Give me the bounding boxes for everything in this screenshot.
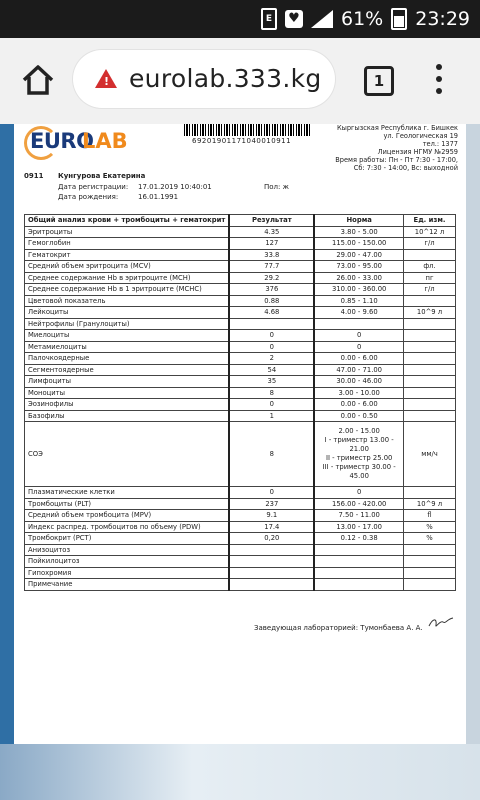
row-result: [229, 567, 314, 579]
row-name: Средний объем тромбоцита (MPV): [25, 510, 230, 522]
table-row: [25, 533, 456, 545]
row-result: 8: [229, 387, 314, 399]
row-unit: [404, 318, 456, 330]
row-name: Сегментоядерные: [25, 364, 230, 376]
row-unit: [404, 387, 456, 399]
row-norm: 47.00 - 71.00: [314, 364, 403, 376]
row-norm: 0: [314, 487, 403, 499]
home-icon[interactable]: [20, 62, 56, 98]
battery-icon: [391, 8, 407, 30]
row-unit: 10^9 л: [404, 307, 456, 319]
clock: 23:29: [415, 8, 470, 30]
row-name: Средний объем эритроцита (MCV): [25, 261, 230, 273]
esr-result: 8: [229, 422, 314, 487]
heart-notification-icon: ♥: [285, 10, 303, 28]
barcode-number: 69201901171040010911: [192, 137, 292, 145]
table-row: [25, 284, 456, 296]
patient-name: Кунгурова Екатерина: [58, 172, 146, 180]
row-name: Базофилы: [25, 410, 230, 422]
row-norm: [314, 556, 403, 568]
row-norm: 73.00 - 95.00: [314, 261, 403, 273]
row-name: Цветовой показатель: [25, 295, 230, 307]
row-unit: [404, 399, 456, 411]
table-header: [25, 215, 456, 227]
row-result: 17.4: [229, 521, 314, 533]
row-unit: [404, 544, 456, 556]
row-name: Моноциты: [25, 387, 230, 399]
sex-label: Пол: ж: [264, 183, 289, 191]
row-unit: [404, 295, 456, 307]
row-norm: [314, 544, 403, 556]
row-unit: [404, 353, 456, 365]
row-name: Примечание: [25, 579, 230, 591]
row-norm: 4.00 - 9.60: [314, 307, 403, 319]
row-norm: 0.00 - 6.00: [314, 353, 403, 365]
background-left-decoration: [0, 124, 14, 800]
row-name: Индекс распред. тромбоцитов по объему (PDW): [25, 521, 230, 533]
row-result: 1: [229, 410, 314, 422]
table-row: [25, 510, 456, 522]
row-norm: [314, 567, 403, 579]
row-norm: 13.00 - 17.00: [314, 521, 403, 533]
header-test: Общий анализ крови + тромбоциты + гематокрит: [25, 215, 230, 227]
row-name: Анизоцитоз: [25, 544, 230, 556]
row-norm: 0.00 - 6.00: [314, 399, 403, 411]
row-result: [229, 556, 314, 568]
esr-norm: 2.00 - 15.00 I - триместр 13.00 - 21.00 II - триместр 25.00 III - триместр 30.00 - 45.00: [314, 422, 403, 487]
tab-switcher-button[interactable]: 1: [364, 66, 394, 96]
table-row: [25, 376, 456, 388]
row-result: 0: [229, 330, 314, 342]
not-secure-warning-icon[interactable]: !: [95, 69, 117, 88]
row-unit: [404, 567, 456, 579]
row-unit: [404, 341, 456, 353]
row-norm: 115.00 - 150.00: [314, 238, 403, 250]
esr-name: СОЭ: [25, 422, 230, 487]
row-name: Среднее содержание Hb в эритроците (MCH): [25, 272, 230, 284]
table-row: [25, 364, 456, 376]
address-bar[interactable]: [73, 50, 335, 108]
row-unit: [404, 376, 456, 388]
row-unit: [404, 579, 456, 591]
row-name: Эритроциты: [25, 226, 230, 238]
row-name: Среднее содержание Hb в 1 эритроците (MCHC): [25, 284, 230, 296]
table-row: [25, 387, 456, 399]
table-row: [25, 295, 456, 307]
row-unit: 10^12 л: [404, 226, 456, 238]
patient-id: 0911: [24, 172, 44, 180]
eurolab-logo: EURO LAB: [24, 124, 144, 158]
table-row: [25, 579, 456, 591]
row-norm: 0.85 - 1.10: [314, 295, 403, 307]
row-norm: 29.00 - 47.00: [314, 249, 403, 261]
overflow-menu-icon[interactable]: [436, 64, 442, 94]
header-result: Результат: [229, 215, 314, 227]
table-row: [25, 556, 456, 568]
lab-head-signature-line: Заведующая лабораторией: Тумонбаева А. А.: [254, 624, 423, 632]
row-result: 237: [229, 498, 314, 510]
browser-toolbar: [0, 38, 480, 124]
row-result: 4.68: [229, 307, 314, 319]
row-result: 77.7: [229, 261, 314, 273]
row-norm: 0.00 - 0.50: [314, 410, 403, 422]
status-bar: [0, 0, 480, 38]
registration-date: 17.01.2019 10:40:01: [138, 183, 212, 191]
table-row: [25, 399, 456, 411]
signature-image: [428, 616, 454, 630]
row-unit: 10^9 л: [404, 498, 456, 510]
row-norm: [314, 318, 403, 330]
table-row: [25, 341, 456, 353]
row-unit: [404, 410, 456, 422]
row-name: Миелоциты: [25, 330, 230, 342]
dob-label: Дата рождения:: [58, 193, 119, 201]
sim-card-icon: E: [261, 8, 277, 30]
lab-report-document: [14, 124, 466, 744]
table-row: [25, 521, 456, 533]
table-row: [25, 487, 456, 499]
row-result: [229, 579, 314, 591]
row-norm: 7.50 - 11.00: [314, 510, 403, 522]
row-result: 127: [229, 238, 314, 250]
row-name: Пойкилоцитоз: [25, 556, 230, 568]
row-name: Лейкоциты: [25, 307, 230, 319]
table-row: [25, 353, 456, 365]
barcode-image: [184, 124, 310, 136]
row-result: 0: [229, 341, 314, 353]
registration-label: Дата регистрации:: [58, 183, 129, 191]
row-result: 2: [229, 353, 314, 365]
table-row: [25, 318, 456, 330]
row-result: 35: [229, 376, 314, 388]
row-unit: [404, 249, 456, 261]
row-unit: %: [404, 521, 456, 533]
table-row: [25, 249, 456, 261]
blood-test-table: [24, 214, 456, 591]
row-result: 0,20: [229, 533, 314, 545]
row-norm: 0: [314, 330, 403, 342]
row-norm: 3.80 - 5.00: [314, 226, 403, 238]
row-norm: 156.00 - 420.00: [314, 498, 403, 510]
row-result: 376: [229, 284, 314, 296]
row-name: Гемоглобин: [25, 238, 230, 250]
row-name: Тромбокрит (PCT): [25, 533, 230, 545]
row-result: 0.88: [229, 295, 314, 307]
row-result: [229, 544, 314, 556]
row-unit: фл.: [404, 261, 456, 273]
row-name: Эозинофилы: [25, 399, 230, 411]
row-result: 4.35: [229, 226, 314, 238]
row-unit: [404, 487, 456, 499]
table-row: [25, 238, 456, 250]
row-unit: [404, 330, 456, 342]
row-name: Палочкоядерные: [25, 353, 230, 365]
table-row-esr: [25, 422, 456, 487]
row-name: Тромбоциты (PLT): [25, 498, 230, 510]
row-result: 9.1: [229, 510, 314, 522]
row-name: Гипохромия: [25, 567, 230, 579]
row-result: 33.8: [229, 249, 314, 261]
row-name: Метамиелоциты: [25, 341, 230, 353]
table-row: [25, 544, 456, 556]
table-row: [25, 330, 456, 342]
web-content[interactable]: [0, 124, 480, 800]
row-norm: [314, 579, 403, 591]
row-result: 0: [229, 487, 314, 499]
row-result: 54: [229, 364, 314, 376]
signal-strength-icon: [311, 10, 333, 28]
row-unit: [404, 364, 456, 376]
header-unit: Ед. изм.: [404, 215, 456, 227]
row-unit: пг: [404, 272, 456, 284]
table-row: [25, 498, 456, 510]
url-text[interactable]: eurolab.333.kg: [129, 64, 322, 93]
row-result: 29.2: [229, 272, 314, 284]
row-name: Плазматические клетки: [25, 487, 230, 499]
row-norm: 26.00 - 33.00: [314, 272, 403, 284]
table-row: [25, 567, 456, 579]
row-norm: 0: [314, 341, 403, 353]
row-name: Лимфоциты: [25, 376, 230, 388]
row-name: Нейтрофилы (Гранулоциты): [25, 318, 230, 330]
dob-value: 16.01.1991: [138, 193, 179, 201]
header-norm: Норма: [314, 215, 403, 227]
row-unit: [404, 556, 456, 568]
battery-percentage: 61%: [341, 8, 384, 30]
row-norm: 30.00 - 46.00: [314, 376, 403, 388]
table-row: [25, 261, 456, 273]
background-right-decoration: [466, 124, 480, 800]
row-name: Гематокрит: [25, 249, 230, 261]
row-norm: 3.00 - 10.00: [314, 387, 403, 399]
lab-address: Кыргызская Республика г. Бишкек ул. Геологическая 19 тел.: 1377 Лицензия НГМУ №2959 Время работы: Пн - Пт 7:30 - 17:00, Сб: 7:30 - 14:00, Вс: выходной: [335, 124, 458, 172]
table-row: [25, 307, 456, 319]
table-row: [25, 410, 456, 422]
background-bottom-decoration: [0, 744, 480, 800]
esr-unit: мм/ч: [404, 422, 456, 487]
row-result: [229, 318, 314, 330]
row-unit: г/л: [404, 238, 456, 250]
row-norm: 310.00 - 360.00: [314, 284, 403, 296]
row-unit: г/л: [404, 284, 456, 296]
row-unit: %: [404, 533, 456, 545]
row-result: 0: [229, 399, 314, 411]
row-norm: 0.12 - 0.38: [314, 533, 403, 545]
row-unit: fl: [404, 510, 456, 522]
table-row: [25, 226, 456, 238]
table-row: [25, 272, 456, 284]
